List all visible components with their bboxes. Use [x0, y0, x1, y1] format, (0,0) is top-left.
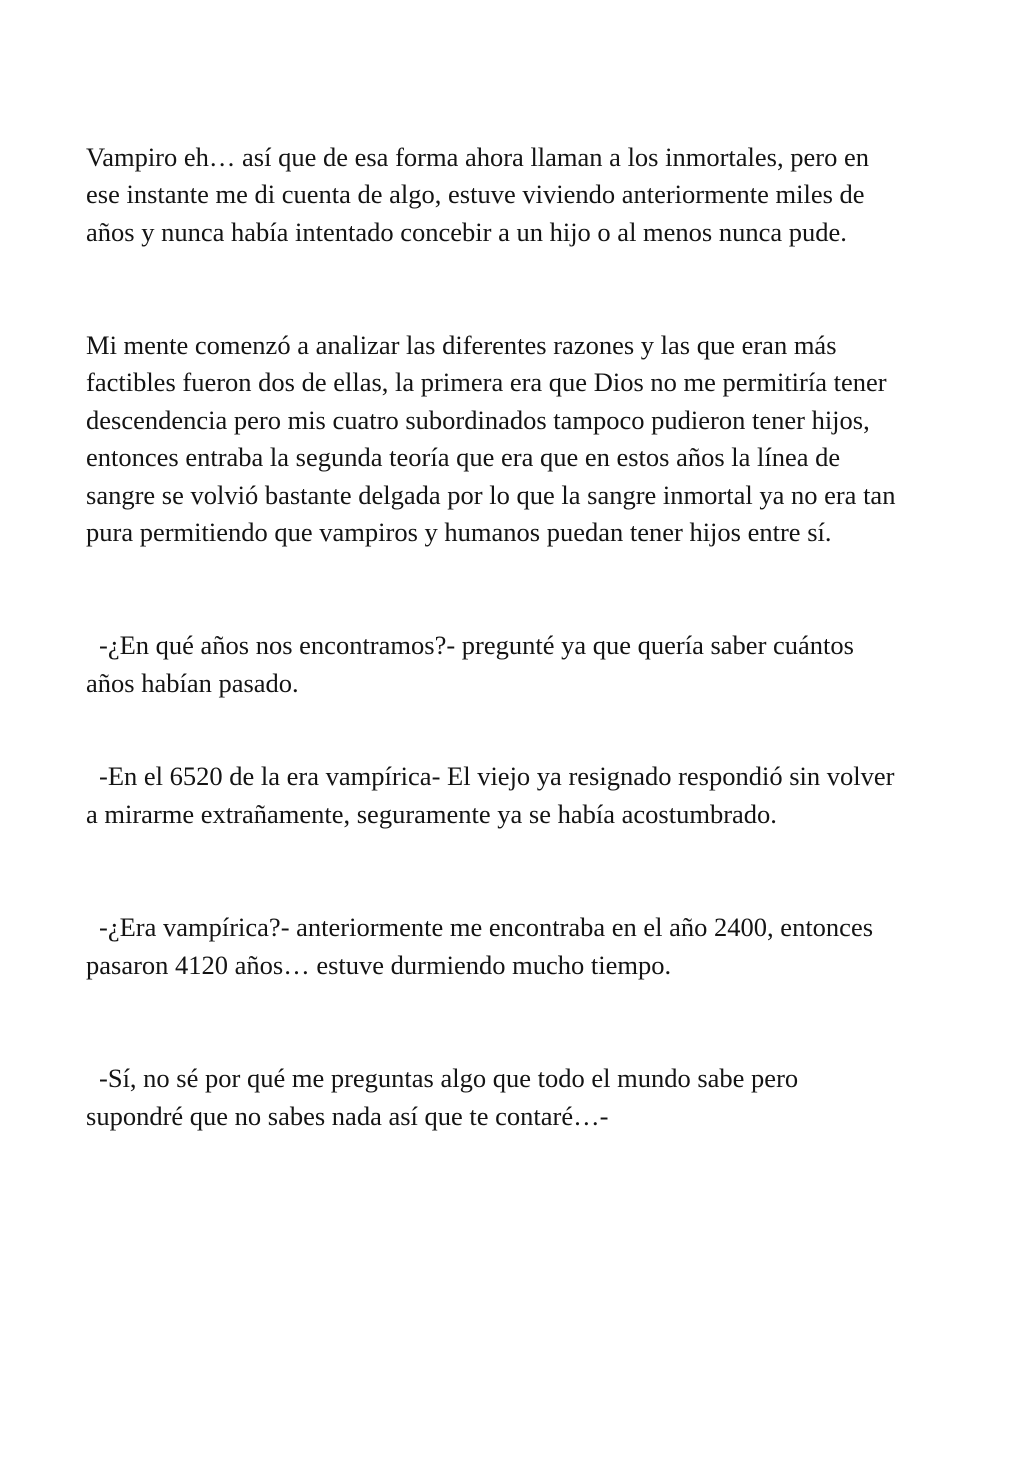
dialogue-line: -En el 6520 de la era vampírica- El viejo ya resignado respondió sin volver	[99, 761, 895, 791]
text-line: Mi mente comenzó a analizar las diferentes razones y las que eran más	[86, 330, 837, 360]
dialogue-line: -Sí, no sé por qué me preguntas algo que todo el mundo sabe pero	[99, 1063, 799, 1093]
text-line: pura permitiendo que vampiros y humanos puedan tener hijos entre sí.	[86, 517, 832, 547]
text-line: pasaron 4120 años… estuve durmiendo mucho tiempo.	[86, 950, 672, 980]
text-line: entonces entraba la segunda teoría que era que en estos años la línea de	[86, 442, 841, 472]
text-line: años y nunca había intentado concebir a un hijo o al menos nunca pude.	[86, 217, 847, 247]
text-line: ese instante me di cuenta de algo, estuve viviendo anteriormente miles de	[86, 179, 865, 209]
text-line: supondré que no sabes nada así que te contaré…-	[86, 1101, 609, 1131]
text-line: sangre se volvió bastante delgada por lo que la sangre inmortal ya no era tan	[86, 480, 896, 510]
text-line: Vampiro eh… así que de esa forma ahora llaman a los inmortales, pero en	[86, 142, 869, 172]
text-line: años habían pasado.	[86, 668, 299, 698]
dialogue-line: -¿Era vampírica?- anteriormente me encontraba en el año 2400, entonces	[99, 912, 874, 942]
dialogue-line: -¿En qué años nos encontramos?- pregunté ya que quería saber cuántos	[99, 630, 854, 660]
text-line: descendencia pero mis cuatro subordinados tampoco pudieron tener hijos,	[86, 405, 870, 435]
text-line: a mirarme extrañamente, seguramente ya se había acostumbrado.	[86, 799, 777, 829]
text-line: factibles fueron dos de ellas, la primera era que Dios no me permitiría tener	[86, 367, 887, 397]
